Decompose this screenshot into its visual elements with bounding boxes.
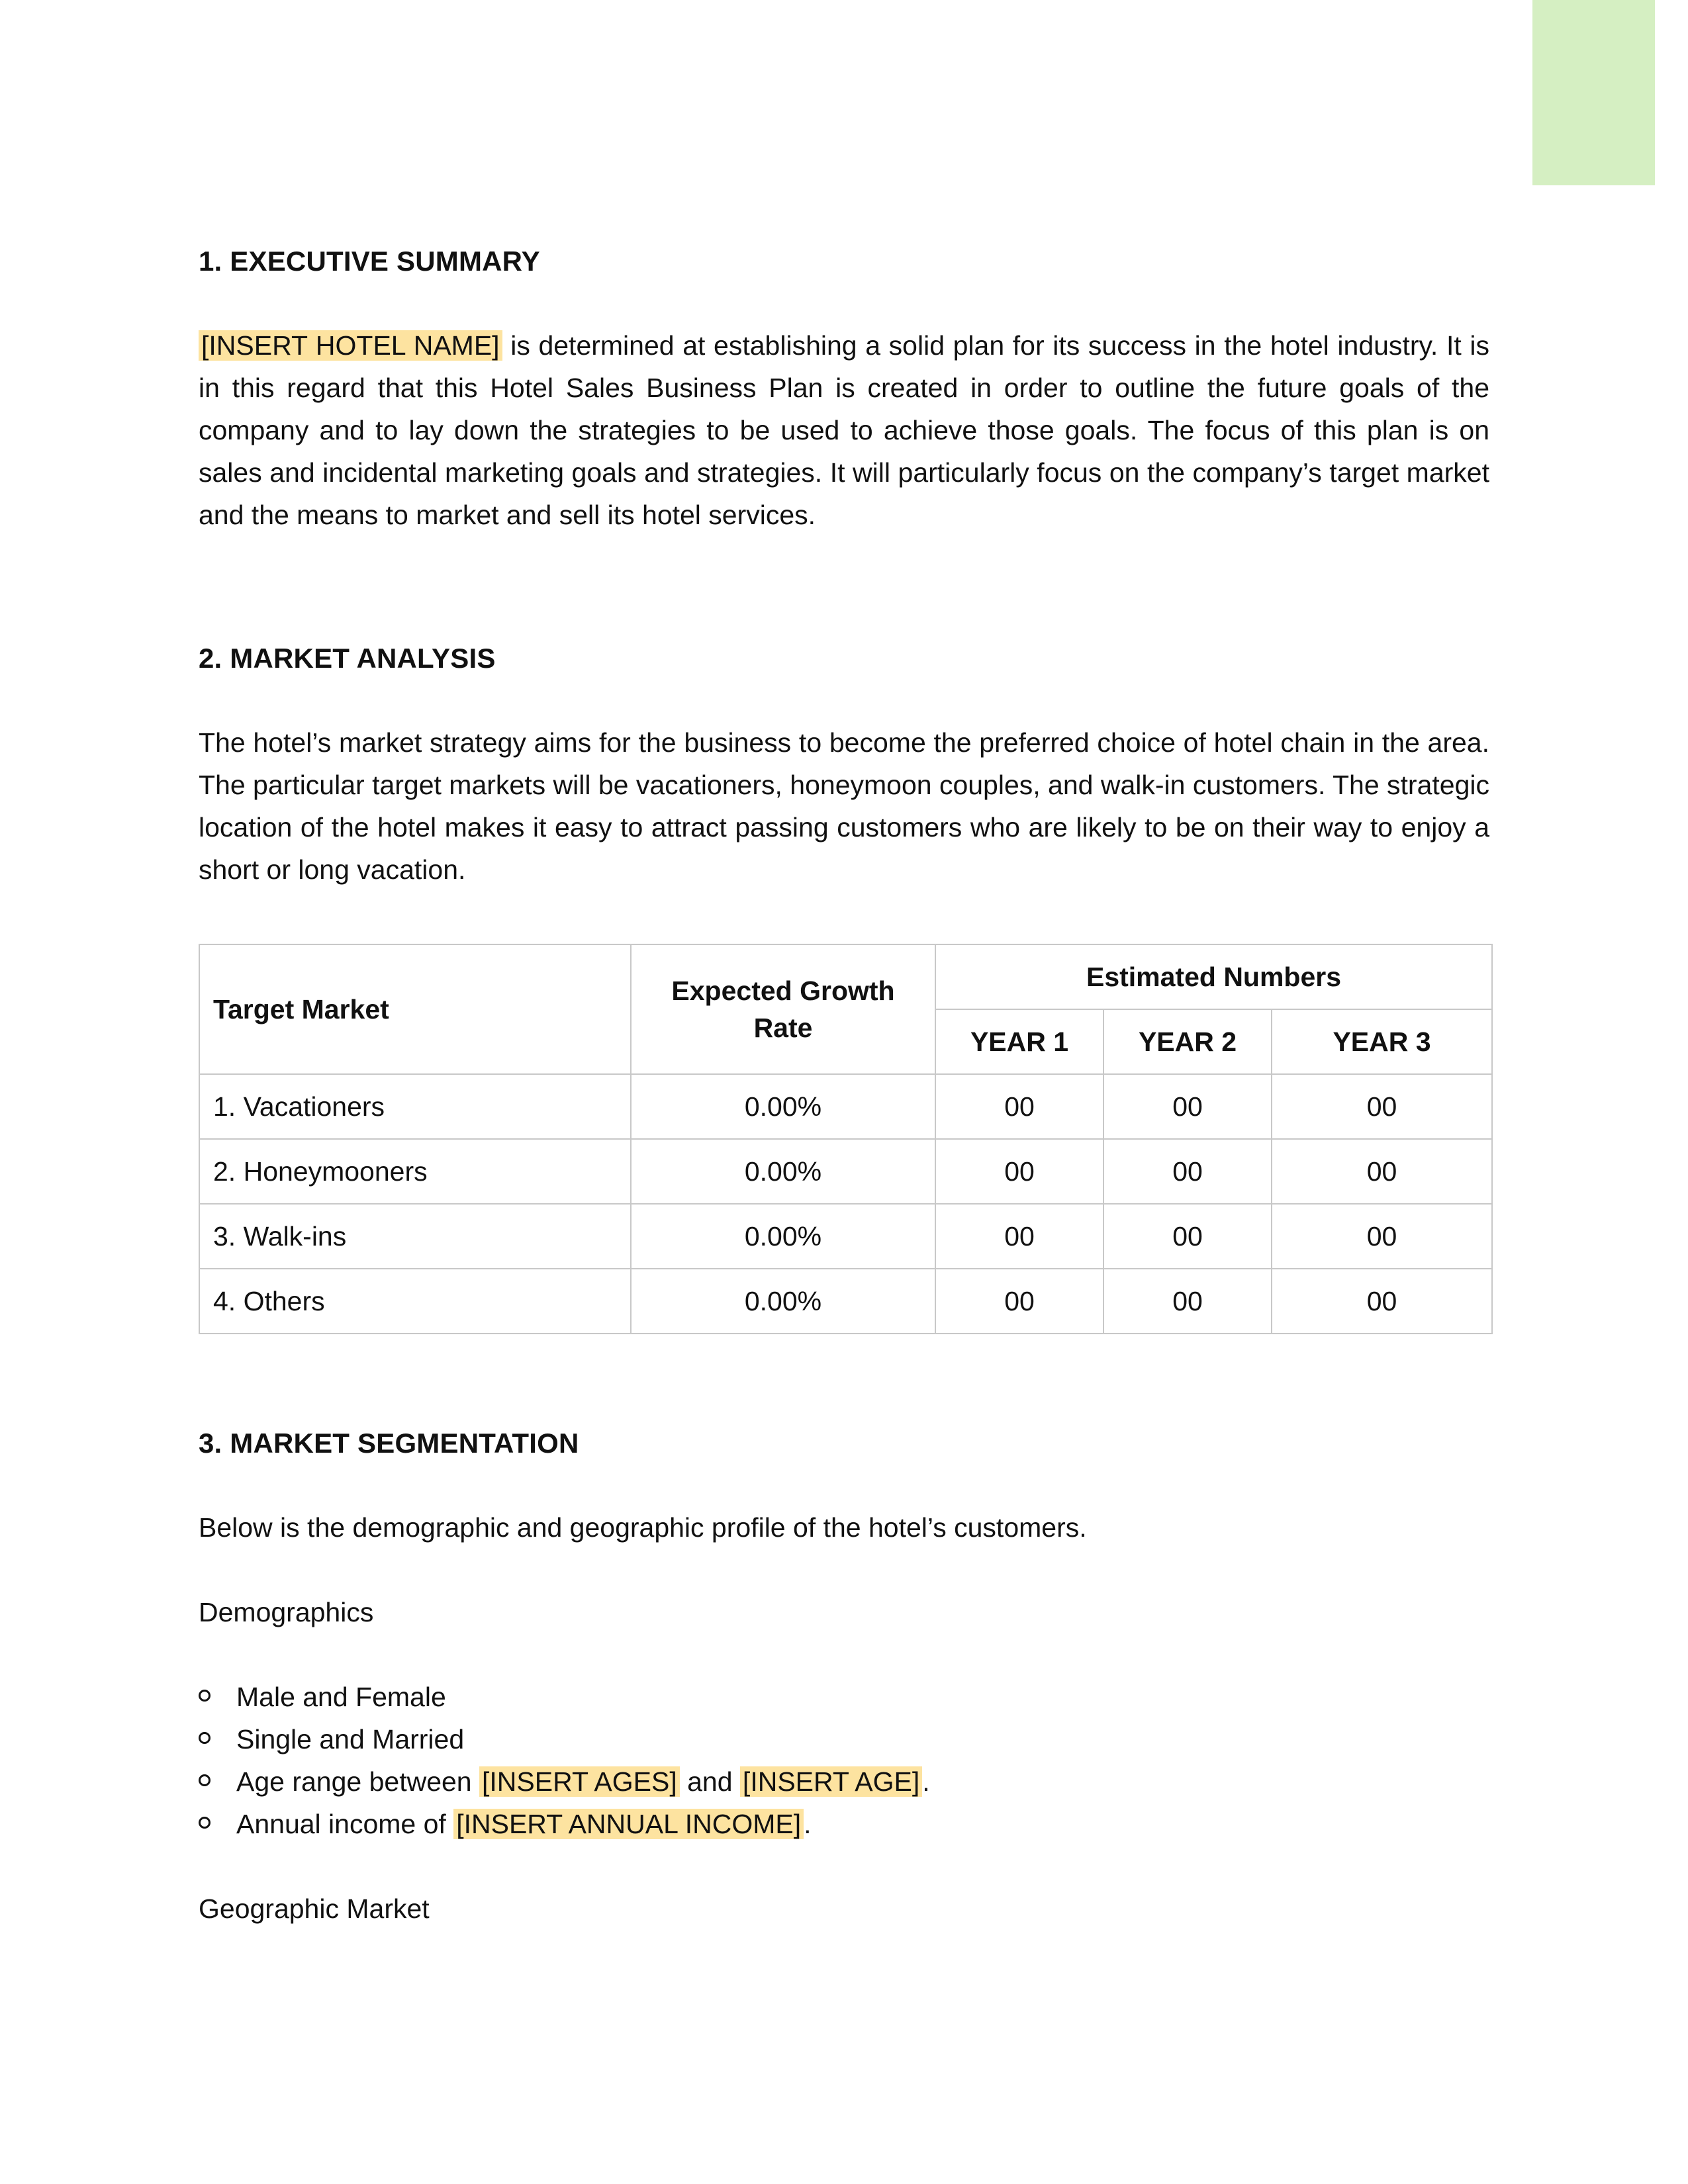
document-body bbox=[199, 238, 1489, 1930]
hotel-name-placeholder: [INSERT HOTEL NAME] bbox=[199, 330, 502, 361]
list-item: Annual income of [INSERT ANNUAL INCOME]. bbox=[199, 1803, 1489, 1845]
cell-market: 2. Honeymooners bbox=[199, 1139, 631, 1204]
demographics-label: Demographics bbox=[199, 1597, 374, 1627]
cell-market: 1. Vacationers bbox=[199, 1074, 631, 1139]
cell-rate: 0.00% bbox=[631, 1074, 935, 1139]
hollow-bullet-icon bbox=[199, 1690, 211, 1702]
cell-year-2: 00 bbox=[1103, 1074, 1272, 1139]
hollow-bullet-icon bbox=[199, 1774, 211, 1786]
market-analysis-paragraph: The hotel’s market strategy aims for the business to become the preferred choice of hotel chain in the area. The particular target markets will be vacationers, honeymoon couples, and walk-in customers. The strategic location of the hotel makes it easy to attract passing customers who are likely to be on their way to enjoy a short or long vacation. bbox=[199, 727, 1489, 885]
list-item: Age range between [INSERT AGES] and [INSERT AGE]. bbox=[199, 1760, 1489, 1803]
cell-year-3: 00 bbox=[1272, 1204, 1492, 1269]
section-title-market-analysis: 2. MARKET ANALYSIS bbox=[199, 643, 496, 674]
cell-rate: 0.00% bbox=[631, 1204, 935, 1269]
target-market-table-wrapper bbox=[199, 944, 1489, 1334]
cell-rate: 0.00% bbox=[631, 1139, 935, 1204]
cell-year-1: 00 bbox=[935, 1204, 1103, 1269]
table-row bbox=[199, 1139, 1492, 1204]
cell-rate: 0.00% bbox=[631, 1269, 935, 1334]
header-year-2: YEAR 2 bbox=[1103, 1009, 1272, 1074]
executive-summary-paragraph bbox=[199, 324, 1489, 536]
header-target-market: Target Market bbox=[199, 944, 631, 1074]
cell-year-2: 00 bbox=[1103, 1204, 1272, 1269]
cell-year-3: 00 bbox=[1272, 1269, 1492, 1334]
target-market-table bbox=[199, 944, 1493, 1334]
ages-placeholder: [INSERT AGES] bbox=[479, 1766, 680, 1797]
header-year-1: YEAR 1 bbox=[935, 1009, 1103, 1074]
cell-year-2: 00 bbox=[1103, 1269, 1272, 1334]
table-row bbox=[199, 1269, 1492, 1334]
header-estimated-numbers: Estimated Numbers bbox=[935, 944, 1492, 1009]
cell-year-1: 00 bbox=[935, 1139, 1103, 1204]
cell-year-1: 00 bbox=[935, 1074, 1103, 1139]
annual-income-placeholder: [INSERT ANNUAL INCOME] bbox=[453, 1809, 804, 1839]
executive-summary-text: is determined at establishing a solid plan for its success in the hotel industry. It is in this regard that this Hotel Sales Business Plan is created in order to outline the future goals of the company and to lay down the strategies to be used to achieve those goals. The focus of this plan is on sales and incidental marketing goals and strategies. It will particularly focus on the company’s target market and the means to market and sell its hotel services. bbox=[199, 330, 1489, 530]
age-placeholder: [INSERT AGE] bbox=[740, 1766, 922, 1797]
cell-year-1: 00 bbox=[935, 1269, 1103, 1334]
cell-year-3: 00 bbox=[1272, 1074, 1492, 1139]
hollow-bullet-icon bbox=[199, 1732, 211, 1744]
section-title-executive-summary: 1. EXECUTIVE SUMMARY bbox=[199, 246, 540, 277]
demographics-list bbox=[199, 1676, 1489, 1845]
header-year-3: YEAR 3 bbox=[1272, 1009, 1492, 1074]
geographic-market-label: Geographic Market bbox=[199, 1893, 430, 1924]
list-item: Single and Married bbox=[199, 1718, 1489, 1760]
table-row bbox=[199, 1074, 1492, 1139]
table-row bbox=[199, 1204, 1492, 1269]
cell-year-3: 00 bbox=[1272, 1139, 1492, 1204]
header-growth-rate: Expected Growth Rate bbox=[631, 944, 935, 1074]
cell-year-2: 00 bbox=[1103, 1139, 1272, 1204]
hollow-bullet-icon bbox=[199, 1817, 211, 1829]
segmentation-intro: Below is the demographic and geographic profile of the hotel’s customers. bbox=[199, 1512, 1087, 1543]
list-item: Male and Female bbox=[199, 1676, 1489, 1718]
cell-market: 4. Others bbox=[199, 1269, 631, 1334]
accent-tab bbox=[1532, 0, 1655, 185]
section-title-market-segmentation: 3. MARKET SEGMENTATION bbox=[199, 1428, 579, 1459]
cell-market: 3. Walk-ins bbox=[199, 1204, 631, 1269]
